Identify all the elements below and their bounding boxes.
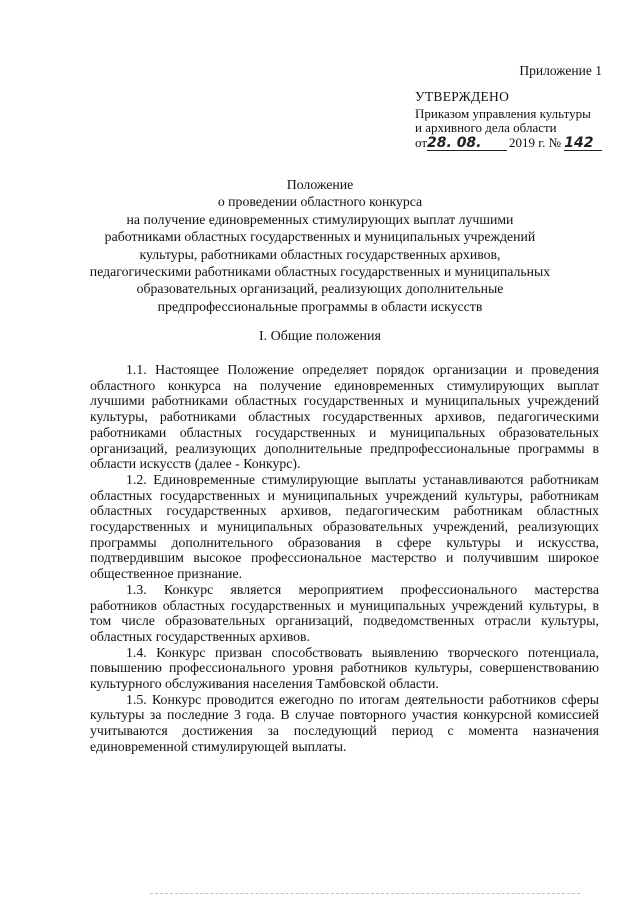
order-line-1: Приказом управления культуры — [415, 105, 591, 121]
appendix-label: Приложение 1 — [519, 63, 602, 78]
approval-block — [415, 90, 615, 151]
paragraph-1-3: 1.3. Конкурс является мероприятием профессионального мастерства работников областных государственных и муниципальных учреждений культуры, в том числе образовательных организаций, подведомственных отрасли культуры, областных государственных архивов. — [90, 581, 599, 644]
title-line: на получение единовременных стимулирующих выплат лучшими — [126, 211, 514, 227]
paragraph-1-2: 1.2. Единовременные стимулирующие выплаты устанавливаются работникам областных государственных и муниципальных учреждений культуры, работникам областных государственных архивов, педагогическим работникам областных государственных и муниципальных образовательных учреждений, реализующих программы дополнительного образования в сфере культуры и искусства, подтвердившим высокое профессиональное мастерство и получившим широкое общественное признание. — [90, 471, 599, 582]
document-title — [60, 176, 580, 315]
year-and-number-label: 2019 г. № — [509, 134, 562, 150]
paragraph-1-5: 1.5. Конкурс проводится ежегодно по итогам деятельности работников сферы культуры за последние 3 года. В случае повторного участия конкурсной комиссией учитываются достижения за последующий период с момента назначения единовременной стимулирующей выплаты. — [90, 691, 599, 754]
order-date-line — [415, 136, 615, 151]
title-line: работниками областных государственных и муниципальных учреждений — [104, 229, 536, 245]
scan-edge-artifact — [150, 893, 580, 894]
paragraph-1-1: 1.1. Настоящее Положение определяет порядок организации и проведения областного конкурса на получение единовременных стимулирующих выплат лучшими работниками областных государственных и муниципальных учреждений культуры, работниками областных государственных архивов, педагогическими работниками областных государственных и муниципальных образовательных организаций, реализующих дополнительные предпрофессиональные программы в области искусств (далее - Конкурс). — [90, 362, 599, 472]
title-line: предпрофессиональные программы в области искусств — [157, 298, 483, 314]
title-line: культуры, работниками областных государственных архивов, — [139, 246, 501, 262]
approved-stamp-text: УТВЕРЖДЕНО — [415, 89, 510, 104]
document-body — [90, 362, 599, 755]
title-line: педагогическими работниками областных государственных и муниципальных — [89, 264, 551, 280]
handwritten-number: 142 — [564, 134, 594, 151]
handwritten-date: 28. 08. — [427, 134, 482, 151]
date-prefix: от — [415, 134, 428, 150]
title-line: Положение — [286, 177, 354, 192]
number-field — [564, 136, 602, 151]
order-line-2: и архивного дела области — [415, 120, 557, 135]
date-field — [427, 136, 507, 151]
paragraph-1-4: 1.4. Конкурс призван способствовать выявлению творческого потенциала, повышению профессионального уровня работников культуры, совершенствованию культурного обслуживания населения Тамбовской области. — [90, 644, 599, 692]
title-line: образовательных организаций, реализующих дополнительные — [136, 281, 504, 297]
title-line: о проведении областного конкурса — [217, 194, 423, 210]
section-heading: I. Общие положения — [259, 329, 381, 344]
